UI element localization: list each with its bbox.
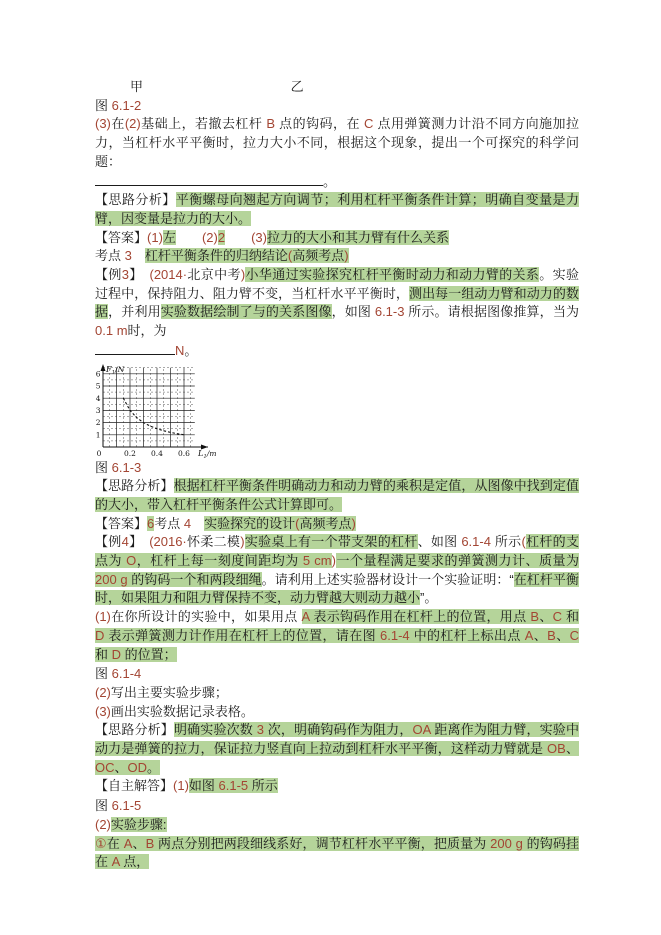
paragraph: 【思路分析】根据杠杆平衡条件明确动力和动力臂的乘积是定值，从图像中找到定值的大小，带入杠杆平衡条件公式计算即可。 [95,478,579,512]
paragraph [95,816,579,835]
chart-tick-label: 3 [95,405,101,415]
paragraph: (1)在你所设计的实验中，如果用点 A 表示钩码作用在杠杆上的位置，用点 B、C 和 D 表示弹簧测力计作用在杠杆上的位置，请在图 6.1-4 中的杠杆上标出点 A、B、C 和 D 的位置； [95,609,579,662]
highlighted-text: 实验桌上有一个带支架的杠杆 [244,534,418,550]
latin-text: 5 [302,553,311,569]
chart-figure [94,363,579,459]
latin-text: 4 [183,515,192,531]
figure-label-jia: 甲 [130,79,144,94]
latin-text: 6.1-2 [111,97,142,113]
latin-text: ( [295,515,300,531]
latin-text: g [120,571,128,587]
chart-tick-label: 0.2 [124,448,136,458]
latin-text: OA [412,722,431,738]
highlighted-text: ，请在图 6.1-4 中的杠杆上标出点 A、B、C 和 D 的位置； [95,627,579,662]
latin-text: ) [344,248,349,264]
highlighted-text: 拉力的大小和其力臂有什么关系 [266,229,449,245]
latin-text: (2016· [149,534,187,550]
figure-caption: 图 6.1-3 [95,459,142,475]
answer-blank-line: N。 [95,341,579,361]
latin-text: 0.1 [95,323,114,339]
latin-text: 6.1-3 [374,304,405,320]
latin-text: ( [287,248,293,264]
answer-blank-line: 。 [95,172,579,192]
paragraph: 【例3】 (2014·北京中考)小华通过实验探究杠杆平衡时动力和动力臂的关系。实验过程中，保持阻力、阻力臂不变，当杠杆水平平衡时，测出每一组动力臂和动力的数据，并利用实验数据绘制了与的关系图像，如图 6.1-3 所示。请根据图像推算，当为 0.1 m时，为 [95,267,579,339]
highlighted-text: 实验步骤: [110,816,167,832]
highlighted-text: 明确实验次数 3 次，明确钩码作为阻力，OA 距离作为阻力臂，实验中动力是弹簧的拉力，保证拉力竖直向上拉动到杠杆水平平衡，这样动力臂就是 OB、OC、OD。 [95,722,579,775]
paragraph: (3)画出实验数据记录表格。 [95,703,254,719]
highlighted-text: A 表示钩码作用在杠杆上的位置，用点 B、C 和 D 表示弹簧测力计作用在杠杆上的位置 [95,609,579,643]
highlighted-text: 左 [162,229,176,245]
latin-text: A [301,609,310,625]
latin-text: 6.1-4 [461,534,491,550]
latin-text: 3 [121,267,129,283]
paragraph: 【自主解答】(1)如图 6.1-5 所示 [95,778,278,794]
latin-text: OC [95,759,115,775]
latin-text: (2) [124,116,141,132]
figure-sublabels [95,78,579,97]
latin-text: (1) [95,609,111,625]
latin-text: ① [95,835,107,851]
highlighted-text: 如图 6.1-5 所示 [188,778,278,794]
latin-text: C [569,627,579,643]
document-body [95,97,579,872]
highlighted-text: 小华通过实验探究杠杆平衡时动力和动力臂的关系 [245,267,540,283]
latin-text: C [552,609,563,625]
paragraph: 【例4】 (2016·怀柔二模)实验桌上有一个带支架的杠杆、如图 6.1-4 所示(杠杆的支点为 O，杠杆上每一刻度间距均为 5 cm)一个量程满足要求的弹簧测力计、质量为 200 g 的钩码一个和两段细绳。请利用上述实验器材设计一个实验证明：“在杠杆平衡时，如果阻力和阻力臂保持不变，动力臂越大则动力越小”。 [95,534,579,606]
latin-text: cm [314,553,332,569]
latin-text: B [547,627,556,643]
latin-text: A [111,854,120,870]
paragraph: 考点 3 杠杆平衡条件的归纳结论(高频考点) [95,248,349,264]
paragraph: 【思路分析】平衡螺母向翘起方向调节；利用杠杆平衡条件计算；明确自变量是力臂，因变量是拉力的大小。 [95,192,579,226]
latin-text: (1) [147,229,163,245]
latin-text: 6.1-4 [111,666,142,682]
latin-text: 3 [124,248,132,264]
latin-text: 200 [95,571,117,587]
latin-text: OD [127,759,148,775]
latin-text: ) [240,534,245,550]
latin-text: (2) [201,229,218,245]
highlighted-text: 杠杆的支点为 O，杠杆上每一刻度间距均为 5 cm [95,534,579,569]
paragraph: (2)写出主要实验步骤； [95,684,228,700]
answer-blank [95,172,323,186]
latin-text: C [364,116,374,132]
latin-text: ) [240,267,246,283]
highlighted-text: 测出每一组动力臂和动力的数据 [95,285,579,320]
figure-label-yi: 乙 [290,79,304,94]
chart-y-axis-label: $F_1/N$ [106,364,125,376]
latin-text: 6.1-3 [111,459,142,475]
chart-tick-label: 6 [95,368,101,378]
latin-text: (3) [251,229,267,245]
latin-text: 6.1-5 [111,798,142,814]
highlighted-text [218,230,225,245]
latin-text: 200 [490,835,512,851]
highlighted-text: 实验探究的设计(高频考点) [204,515,356,531]
latin-text: B [145,835,155,851]
highlighted-text: 实验数据绘制了与的关系图像 [160,304,332,320]
paragraph: 【答案】6考点 4 实验探究的设计(高频考点) [95,515,356,531]
latin-text: g [515,835,523,851]
latin-text: (3) [95,116,111,132]
highlighted-text: 杠杆平衡条件的归纳结论(高频考点) [144,248,349,264]
highlighted-text: 平衡螺母向翘起方向调节；利用杠杆平衡条件计算；明确自变量是力臂，因变量是拉力的大小。 [95,192,579,226]
chart-tick-label: 5 [95,381,101,391]
latin-text: 6 [147,515,155,531]
highlighted-text: 一个量程满足要求的弹簧测力计、质量为 200 g 的钩码一个和两段细绳 [95,553,579,587]
chart-tick-label: 2 [95,417,101,427]
highlighted-text: 根据杠杆平衡条件明确动力和动力臂的乘积是定值，从图像中找到定值的大小，带入杠杆平衡条件公式计算即可。 [95,478,579,512]
latin-text: N [175,342,185,358]
chart-x-axis-label: $L_1/m$ [198,448,217,459]
paragraph: (3)在(2)基础上，若撤去杠杆 B 点的钩码，在 C 点用弹簧测力计沿不同方向施加拉力，当杠杆水平平衡时，拉力大小不同，根据这个现象，提出一个可探究的科学问题： [95,116,579,169]
highlighted-text: ①在 A、B 两点分别把两段细线系好，调节杠杆水平平衡，把质量为 200 g 的钩码挂在 A 点， [95,835,579,870]
latin-text: (1) [173,778,189,794]
paragraph: 【思路分析】明确实验次数 3 次，明确钩码作为阻力，OA 距离作为阻力臂，实验中动力是弹簧的拉力，保证拉力竖直向上拉动到杠杆水平平衡，这样动力臂就是 OB、OC、OD。 [95,722,579,775]
paragraph [95,835,579,872]
paragraph: 【答案】(1)左 (2)2 (3)拉力的大小和其力臂有什么关系 [95,229,449,245]
latin-text: D [95,627,105,643]
latin-text: ) [331,553,336,569]
highlighted-text: 在杠杆平衡时，如果阻力和阻力臂保持不变，动力臂越大则动力越小 [95,571,579,606]
latin-text: 6.1-5 [218,778,249,794]
answer-blank [95,341,175,355]
latin-text: (2014· [149,267,188,283]
latin-text: 3 [256,722,264,738]
page-content [95,78,579,872]
chart-tick-label: 4 [95,393,101,403]
latin-text: m [116,323,128,339]
latin-text: 4 [121,534,129,550]
chart-tick-label: 0.4 [151,448,163,458]
latin-text: (2) [95,684,111,700]
latin-text: (2) [95,816,111,832]
latin-text: 2 [217,229,226,245]
chart-tick-label: 0 [96,448,102,458]
chart-svg [94,363,222,459]
latin-text: A [524,627,534,643]
figure-caption: 图 6.1-5 [95,798,142,814]
latin-text: (3) [95,703,111,719]
figure-caption: 图 6.1-4 [95,666,142,682]
figure-caption: 图 6.1-2 [95,97,142,113]
latin-text: OB [547,741,566,757]
latin-text: ) [351,515,356,531]
latin-text: A [123,835,133,851]
latin-text: O [126,553,137,569]
highlighted-text [147,516,154,531]
latin-text: B [530,609,540,625]
latin-text: B [266,116,276,132]
chart-tick-label: 0.6 [178,448,190,458]
latin-text: 6.1-4 [380,627,410,643]
latin-text: ( [521,534,526,550]
latin-text: D [111,646,122,662]
chart-tick-label: 1 [95,429,101,439]
